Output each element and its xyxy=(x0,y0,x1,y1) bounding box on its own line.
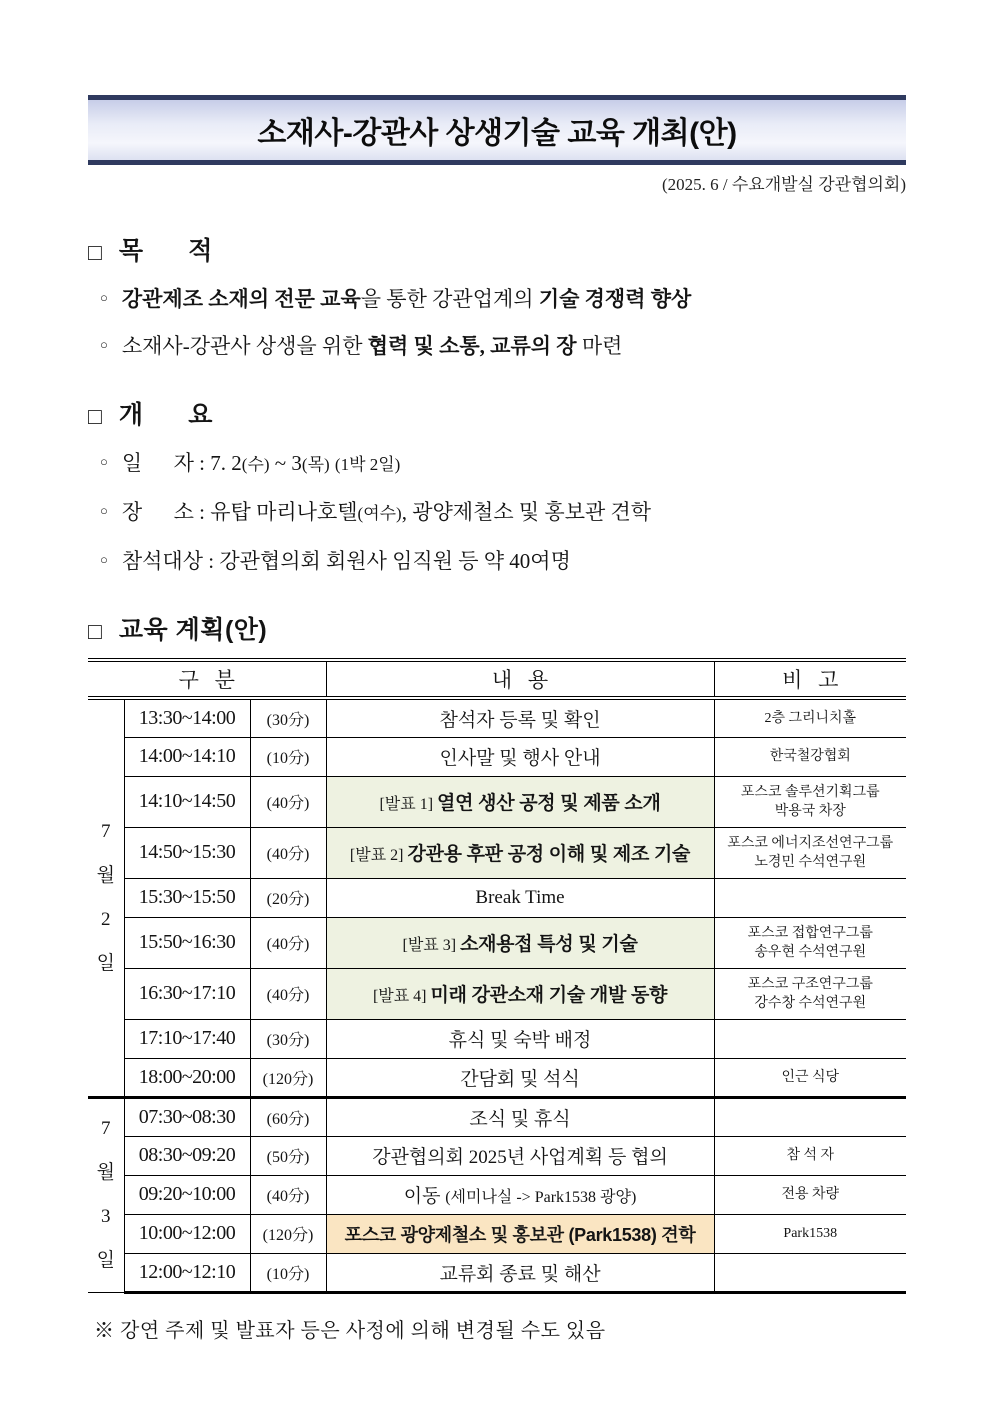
content-cell xyxy=(326,827,714,878)
time-cell: 16:30~17:10 xyxy=(124,968,250,1019)
circle-bullet-icon: ○ xyxy=(100,503,108,518)
circle-bullet-icon: ○ xyxy=(100,454,108,469)
circle-bullet-icon: ○ xyxy=(100,552,108,567)
section-heading-purpose xyxy=(88,235,906,267)
note-cell xyxy=(714,698,906,737)
square-marker-icon: □ xyxy=(88,403,102,429)
text-segment: (목) xyxy=(301,455,330,474)
note-line: 강수창 수석연구원 xyxy=(754,995,867,1011)
document-title: 소재사-강관사 상생기술 교육 개최(안) xyxy=(257,117,737,150)
note-cell xyxy=(714,878,906,917)
note-cell xyxy=(714,1175,906,1214)
note-cell xyxy=(714,1058,906,1097)
duration-cell: (60分) xyxy=(250,1097,326,1136)
schedule-row xyxy=(88,878,906,917)
duration-cell: (10分) xyxy=(250,737,326,776)
purpose-item-text xyxy=(122,284,691,314)
note-cell xyxy=(714,827,906,878)
text-segment: 을 통한 강관업계의 xyxy=(360,287,539,311)
text-segment: 마련 xyxy=(576,334,623,358)
content-text-small: (세미나실 -> Park1538 광양) xyxy=(445,1189,637,1206)
text-segment: 소재사-강관사 상생을 위한 xyxy=(121,334,368,358)
text-segment: 장 소 : 유탑 마리나호텔 xyxy=(121,500,358,524)
time-cell: 09:20~10:00 xyxy=(124,1175,250,1214)
content-text: 조식 및 휴식 xyxy=(469,1108,571,1130)
content-cell xyxy=(326,737,714,776)
content-cell xyxy=(326,1253,714,1292)
square-marker-icon: □ xyxy=(88,618,102,644)
time-cell: 13:30~14:00 xyxy=(124,698,250,737)
overview-item-text xyxy=(122,448,400,480)
content-cell xyxy=(326,1136,714,1175)
time-cell: 10:00~12:00 xyxy=(124,1214,250,1253)
content-text: 인사말 및 행사 안내 xyxy=(439,748,601,769)
circle-bullet-icon: ○ xyxy=(100,337,108,352)
square-marker-icon: □ xyxy=(88,239,102,265)
section-title: 개 요 xyxy=(118,401,213,429)
purpose-item-text xyxy=(122,331,623,361)
content-text: 참석자 등록 및 확인 xyxy=(439,709,601,731)
schedule-row xyxy=(88,1175,906,1214)
time-cell: 15:50~16:30 xyxy=(124,917,250,968)
section-title: 교육 계획(안) xyxy=(118,616,268,644)
note-line: 노경민 수석연구원 xyxy=(754,854,867,870)
presentation-number: [발표 3] xyxy=(402,937,461,954)
column-header-note: 비 고 xyxy=(714,660,906,698)
note-cell xyxy=(714,917,906,968)
duration-cell: (40分) xyxy=(250,776,326,827)
note-line: 2층 그리니치홀 xyxy=(764,710,857,726)
schedule-row xyxy=(88,968,906,1019)
schedule-row xyxy=(88,827,906,878)
text-segment: 기술 경쟁력 향상 xyxy=(538,287,692,311)
day-char: 2 xyxy=(101,908,111,930)
content-text: 이동 xyxy=(403,1186,446,1207)
overview-item xyxy=(100,497,906,529)
overview-item-text xyxy=(122,546,571,576)
duration-cell: (40分) xyxy=(250,968,326,1019)
content-cell xyxy=(326,1058,714,1097)
schedule-header xyxy=(88,660,906,698)
presentation-title: 미래 강관소재 기술 개발 동향 xyxy=(430,985,668,1006)
note-cell xyxy=(714,968,906,1019)
schedule-row xyxy=(88,1253,906,1292)
document-content xyxy=(88,95,906,1343)
duration-cell: (40分) xyxy=(250,827,326,878)
text-segment: (수) xyxy=(241,455,270,474)
purpose-list xyxy=(88,284,906,361)
day-label-cell xyxy=(88,1097,124,1292)
note-cell xyxy=(714,776,906,827)
circle-bullet-icon: ○ xyxy=(100,290,108,305)
content-cell xyxy=(326,968,714,1019)
duration-cell: (30分) xyxy=(250,698,326,737)
note-cell xyxy=(714,1253,906,1292)
schedule-row xyxy=(88,698,906,737)
note-cell xyxy=(714,737,906,776)
text-segment: (여수) xyxy=(357,504,402,523)
text-segment: 강관제조 소재의 전문 교육 xyxy=(121,287,361,311)
content-text: 간담회 및 석식 xyxy=(460,1068,580,1090)
text-segment: 참석대상 : 강관협의회 회원사 임직원 등 약 40여명 xyxy=(121,549,571,573)
day-label-cell xyxy=(88,698,124,1097)
note-line: 포스코 에너지조선연구그룹 xyxy=(727,835,894,851)
text-segment: ~ 3 xyxy=(269,451,302,475)
text-segment: 협력 및 소통, 교류의 장 xyxy=(367,334,577,358)
content-cell xyxy=(326,917,714,968)
content-text: 강관협의회 2025년 사업계획 등 협의 xyxy=(372,1147,668,1168)
day-char: 월 xyxy=(96,1162,115,1183)
duration-cell: (40分) xyxy=(250,917,326,968)
text-segment: 일 자 : 7. 2 xyxy=(121,451,242,475)
overview-item-text xyxy=(122,497,651,529)
content-text: Break Time xyxy=(475,886,565,908)
note-line: 박용국 차장 xyxy=(774,803,846,819)
time-cell: 12:00~12:10 xyxy=(124,1253,250,1292)
purpose-item xyxy=(100,284,906,314)
note-line: 포스코 접합연구그룹 xyxy=(747,925,873,941)
duration-cell: (10分) xyxy=(250,1253,326,1292)
title-banner xyxy=(88,95,906,165)
day-char: 7 xyxy=(101,820,111,842)
content-cell xyxy=(326,698,714,737)
day-char: 일 xyxy=(96,1250,115,1271)
content-text: 교류회 종료 및 해산 xyxy=(439,1263,601,1285)
note-cell xyxy=(714,1136,906,1175)
text-segment: (1박 2일) xyxy=(334,455,401,474)
time-cell: 15:30~15:50 xyxy=(124,878,250,917)
column-header-content: 내 용 xyxy=(326,660,714,698)
column-header-division: 구 분 xyxy=(88,660,326,698)
duration-cell: (20分) xyxy=(250,878,326,917)
document-meta: (2025. 6 / 수요개발실 강관협의회) xyxy=(661,175,906,194)
footnote: ※ 강연 주제 및 발표자 등은 사정에 의해 변경될 수도 있음 xyxy=(94,1319,606,1342)
schedule-row xyxy=(88,1058,906,1097)
schedule-row xyxy=(88,1214,906,1253)
day-char: 월 xyxy=(96,864,115,886)
time-cell: 14:50~15:30 xyxy=(124,827,250,878)
overview-item xyxy=(100,546,906,576)
time-cell: 08:30~09:20 xyxy=(124,1136,250,1175)
section-title: 목 적 xyxy=(118,237,213,265)
schedule-row xyxy=(88,776,906,827)
time-cell: 14:00~14:10 xyxy=(124,737,250,776)
presentation-title: 강관용 후판 공정 이해 및 제조 기술 xyxy=(407,844,691,865)
content-cell xyxy=(326,1175,714,1214)
time-cell: 07:30~08:30 xyxy=(124,1097,250,1136)
note-line: 인근 식당 xyxy=(781,1069,840,1085)
presentation-number: [발표 4] xyxy=(372,988,431,1005)
presentation-number: [발표 1] xyxy=(379,796,438,813)
day-char: 일 xyxy=(96,952,115,974)
note-cell xyxy=(714,1019,906,1058)
note-cell xyxy=(714,1097,906,1136)
purpose-item xyxy=(100,331,906,361)
section-heading-plan xyxy=(88,614,906,646)
presentation-number: [발표 2] xyxy=(349,847,408,864)
note-line: 송우현 수석연구원 xyxy=(754,944,867,960)
presentation-title: 소재용접 특성 및 기술 xyxy=(460,934,638,955)
note-line: 한국철강협회 xyxy=(769,749,851,764)
note-line: Park1538 xyxy=(783,1226,838,1241)
day-char: 3 xyxy=(101,1206,111,1227)
time-cell: 17:10~17:40 xyxy=(124,1019,250,1058)
note-line: 전용 차량 xyxy=(781,1187,840,1202)
content-cell xyxy=(326,1214,714,1253)
presentation-title: 열연 생산 공정 및 제품 소개 xyxy=(437,793,661,814)
note-line: 포스코 솔루션기획그룹 xyxy=(740,784,880,800)
schedule-row xyxy=(88,1097,906,1136)
schedule-row xyxy=(88,1019,906,1058)
time-cell: 18:00~20:00 xyxy=(124,1058,250,1097)
day-char: 7 xyxy=(101,1118,111,1139)
duration-cell: (30分) xyxy=(250,1019,326,1058)
section-heading-overview xyxy=(88,399,906,431)
content-text: 휴식 및 숙박 배정 xyxy=(448,1030,592,1051)
content-cell xyxy=(326,1097,714,1136)
content-cell xyxy=(326,776,714,827)
duration-cell: (50分) xyxy=(250,1136,326,1175)
duration-cell: (40分) xyxy=(250,1175,326,1214)
overview-list xyxy=(88,448,906,576)
text-segment: , 광양제철소 및 홍보관 견학 xyxy=(401,500,652,524)
content-cell xyxy=(326,878,714,917)
duration-cell: (120分) xyxy=(250,1214,326,1253)
content-cell xyxy=(326,1019,714,1058)
schedule-row xyxy=(88,737,906,776)
duration-cell: (120分) xyxy=(250,1058,326,1097)
schedule-row xyxy=(88,1136,906,1175)
overview-item xyxy=(100,448,906,480)
note-line: 포스코 구조연구그룹 xyxy=(747,976,873,992)
note-line: 참 석 자 xyxy=(786,1148,835,1163)
schedule-table xyxy=(88,658,906,1294)
schedule-body xyxy=(88,698,906,1292)
time-cell: 14:10~14:50 xyxy=(124,776,250,827)
note-cell xyxy=(714,1214,906,1253)
presentation-title: 포스코 광양제철소 및 홍보관 (Park1538) 견학 xyxy=(344,1224,696,1245)
schedule-row xyxy=(88,917,906,968)
